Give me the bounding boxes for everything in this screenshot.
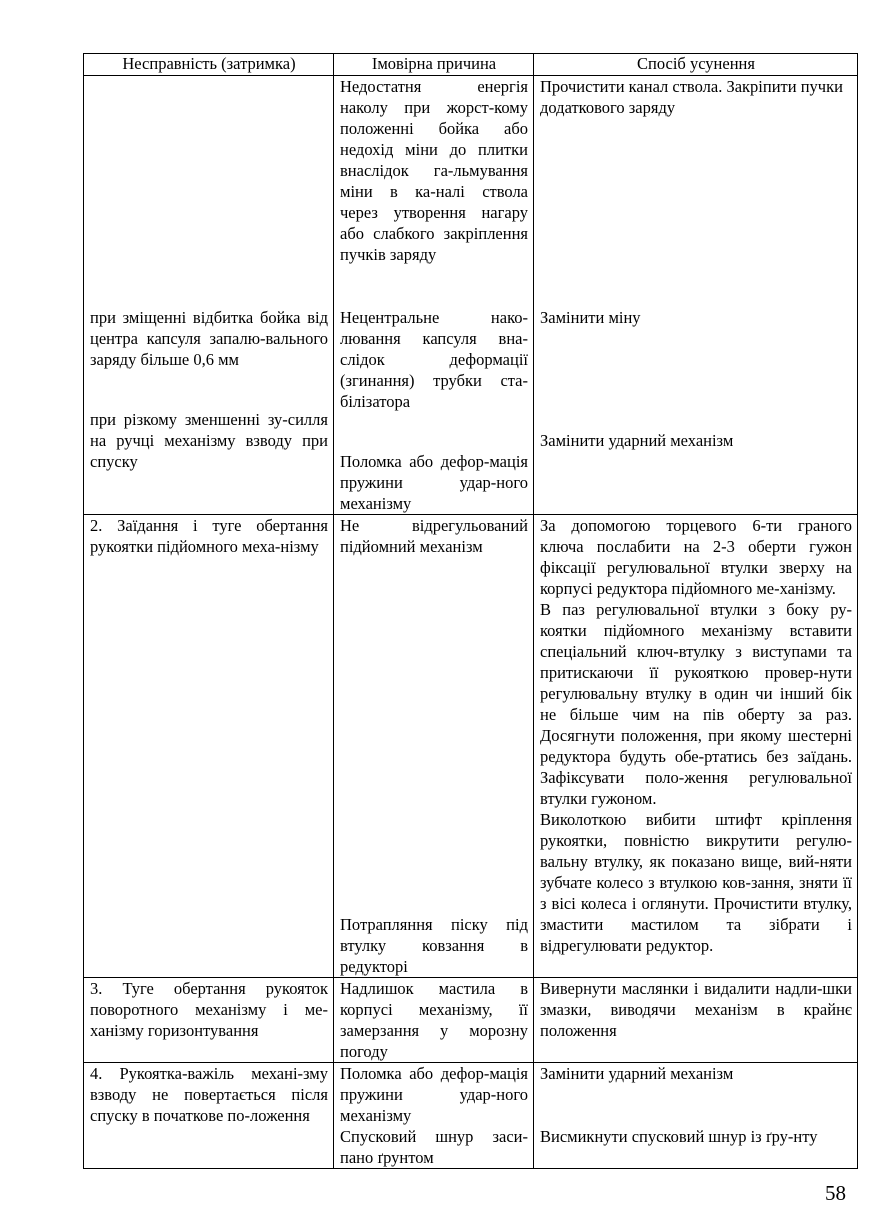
header-fault: Несправність (затримка)	[84, 54, 334, 76]
table-header-row	[84, 54, 858, 76]
remedy-cell: Замінити міну	[540, 308, 641, 327]
header-remedy: Спосіб усунення	[534, 54, 858, 76]
remedy-cell: Виколоткою вибити штифт кріплення рукоятки, повністю викрутити регулю-вальну втулку, як показано вище, вий-няти зубчате колесо з втулкою ков-зання, зняти її з вісі колеса і оглянути. Прочистити втулку, змастити мастилом та зібрати і відрегулювати редуктор.	[540, 810, 852, 955]
fault-table	[83, 53, 858, 1169]
remedy-cell: Висмикнути спусковий шнур із ґру-нту	[540, 1127, 818, 1146]
cause-cell: Спусковий шнур заси-пано ґрунтом	[340, 1127, 528, 1167]
fault-cell: 2. Заїдання і туге обертання рукоятки підйомного меха-нізму	[84, 515, 334, 978]
fault-cell: при зміщенні відбитка бойка від центра капсуля запалю-вального заряду більше 0,6 мм	[90, 308, 328, 369]
table-row	[84, 1063, 858, 1169]
table-row	[84, 978, 858, 1063]
cause-cell: Нецентральне нако-лювання капсуля вна-слідок деформації (згинання) трубки ста-білізатора	[340, 308, 528, 411]
remedy-cell: Замінити ударний механізм	[540, 1064, 734, 1083]
table-row	[84, 76, 858, 515]
cause-cell: Не відрегульований підйомний механізм	[340, 516, 528, 556]
table-row	[84, 515, 858, 978]
remedy-cell: Замінити ударний механізм	[540, 431, 734, 450]
fault-cell: при різкому зменшенні зу-силля на ручці механізму взводу при спуску	[90, 410, 328, 471]
cause-cell: Надлишок мастила в корпусі механізму, її замерзання у морозну погоду	[334, 978, 534, 1063]
remedy-cell: Вивернути маслянки і видалити надли-шки змазки, виводячи механізм в крайнє положення	[534, 978, 858, 1063]
fault-cell: 4. Рукоятка-важіль механі-зму взводу не повертається після спуску в початкове по-ложення	[84, 1063, 334, 1169]
page-number: 58	[825, 1181, 846, 1205]
header-cause: Імовірна причина	[334, 54, 534, 76]
cause-cell: Поломка або дефор-мація пружини удар-ного механізму	[340, 1064, 528, 1125]
remedy-cell: За допомогою торцевого 6-ти граного ключа послабити на 2-3 оберти гужон фіксації регулювальної втулки зверху на корпусі редуктора підйомного ме-ханізму.	[540, 516, 852, 598]
cause-cell: Недостатня енергія наколу при жорст-кому положенні бойка або недохід міни до плитки внаслідок га-льмування міни в ка-налі ствола через утворення нагару або слабкого закріплення пучків заряду	[340, 77, 528, 264]
cause-cell: Поломка або дефор-мація пружини удар-ного механізму	[340, 452, 528, 513]
remedy-cell: Прочистити канал ствола. Закріпити пучки додаткового заряду	[540, 77, 843, 117]
fault-cell: 3. Туге обертання рукояток поворотного механізму і ме-ханізму горизонтування	[84, 978, 334, 1063]
remedy-cell: В паз регулювальної втулки з боку ру-коятки підйомного механізму вставити спеціальний ключ-втулку з виступами та притискаючи її рукояткою провер-нути регулювальну втулку в один чи інший бік не більше чим на пів оберту за раз. Досягнути положення, при якому шестерні редуктора будуть обе-ртатись без заїдань. Зафіксувати поло-ження регулювальної втулки гужоном.	[540, 600, 852, 808]
cause-cell: Потрапляння піску під втулку ковзання в редукторі	[340, 915, 528, 976]
